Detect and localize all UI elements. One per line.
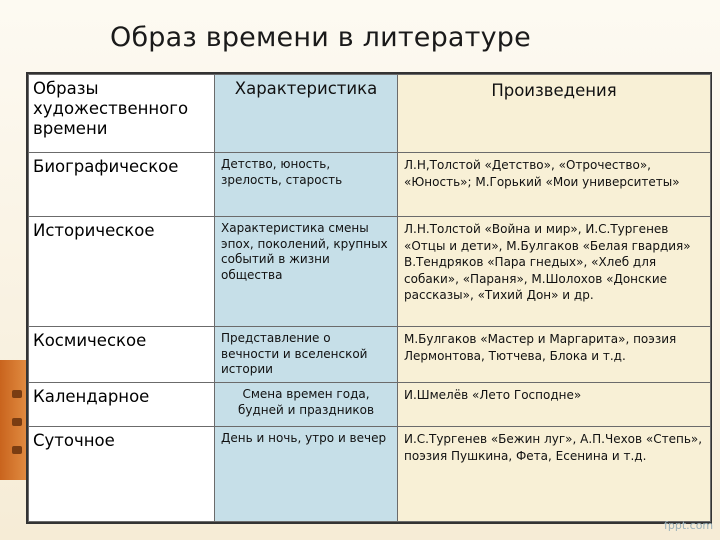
header-types: Образы художественного времени — [29, 75, 215, 153]
table-row — [29, 383, 711, 427]
row-type: Историческое — [29, 217, 215, 327]
decorative-mark — [12, 418, 22, 426]
header-works: Произведения — [398, 75, 711, 153]
row-characteristic: Характеристика смены эпох, поколений, крупных событий в жизни общества — [215, 217, 398, 327]
table-header-row — [29, 75, 711, 153]
row-type: Космическое — [29, 327, 215, 383]
watermark: fppt.com — [664, 519, 714, 532]
table-row — [29, 217, 711, 327]
table — [28, 74, 711, 522]
row-type: Биографическое — [29, 153, 215, 217]
header-characteristic: Характеристика — [215, 75, 398, 153]
slide-title: Образ времени в литературе — [110, 22, 531, 53]
row-works: М.Булгаков «Мастер и Маргарита», поэзия Лермонтова, Тютчева, Блока и т.д. — [398, 327, 711, 383]
row-type: Суточное — [29, 427, 215, 522]
row-characteristic: Представление о вечности и вселенской истории — [215, 327, 398, 383]
table-row — [29, 153, 711, 217]
row-type: Календарное — [29, 383, 215, 427]
literature-time-table — [26, 72, 712, 524]
table-row — [29, 327, 711, 383]
row-characteristic: Детство, юность, зрелость, старость — [215, 153, 398, 217]
decorative-mark — [12, 390, 22, 398]
row-works: И.С.Тургенев «Бежин луг», А.П.Чехов «Степь», поэзия Пушкина, Фета, Есенина и т.д. — [398, 427, 711, 522]
row-characteristic: День и ночь, утро и вечер — [215, 427, 398, 522]
row-works: И.Шмелёв «Лето Господне» — [398, 383, 711, 427]
decorative-mark — [12, 446, 22, 454]
row-characteristic: Смена времен года, будней и праздников — [215, 383, 398, 427]
row-works: Л.Н,Толстой «Детство», «Отрочество», «Юность»; М.Горький «Мои университеты» — [398, 153, 711, 217]
table-row — [29, 427, 711, 522]
row-works: Л.Н.Толстой «Война и мир», И.С.Тургенев «Отцы и дети», М.Булгаков «Белая гвардия» В.Тендряков «Пара гнедых», «Хлеб для собаки», «Параня», М.Шолохов «Донские рассказы», «Тихий Дон» и др. — [398, 217, 711, 327]
